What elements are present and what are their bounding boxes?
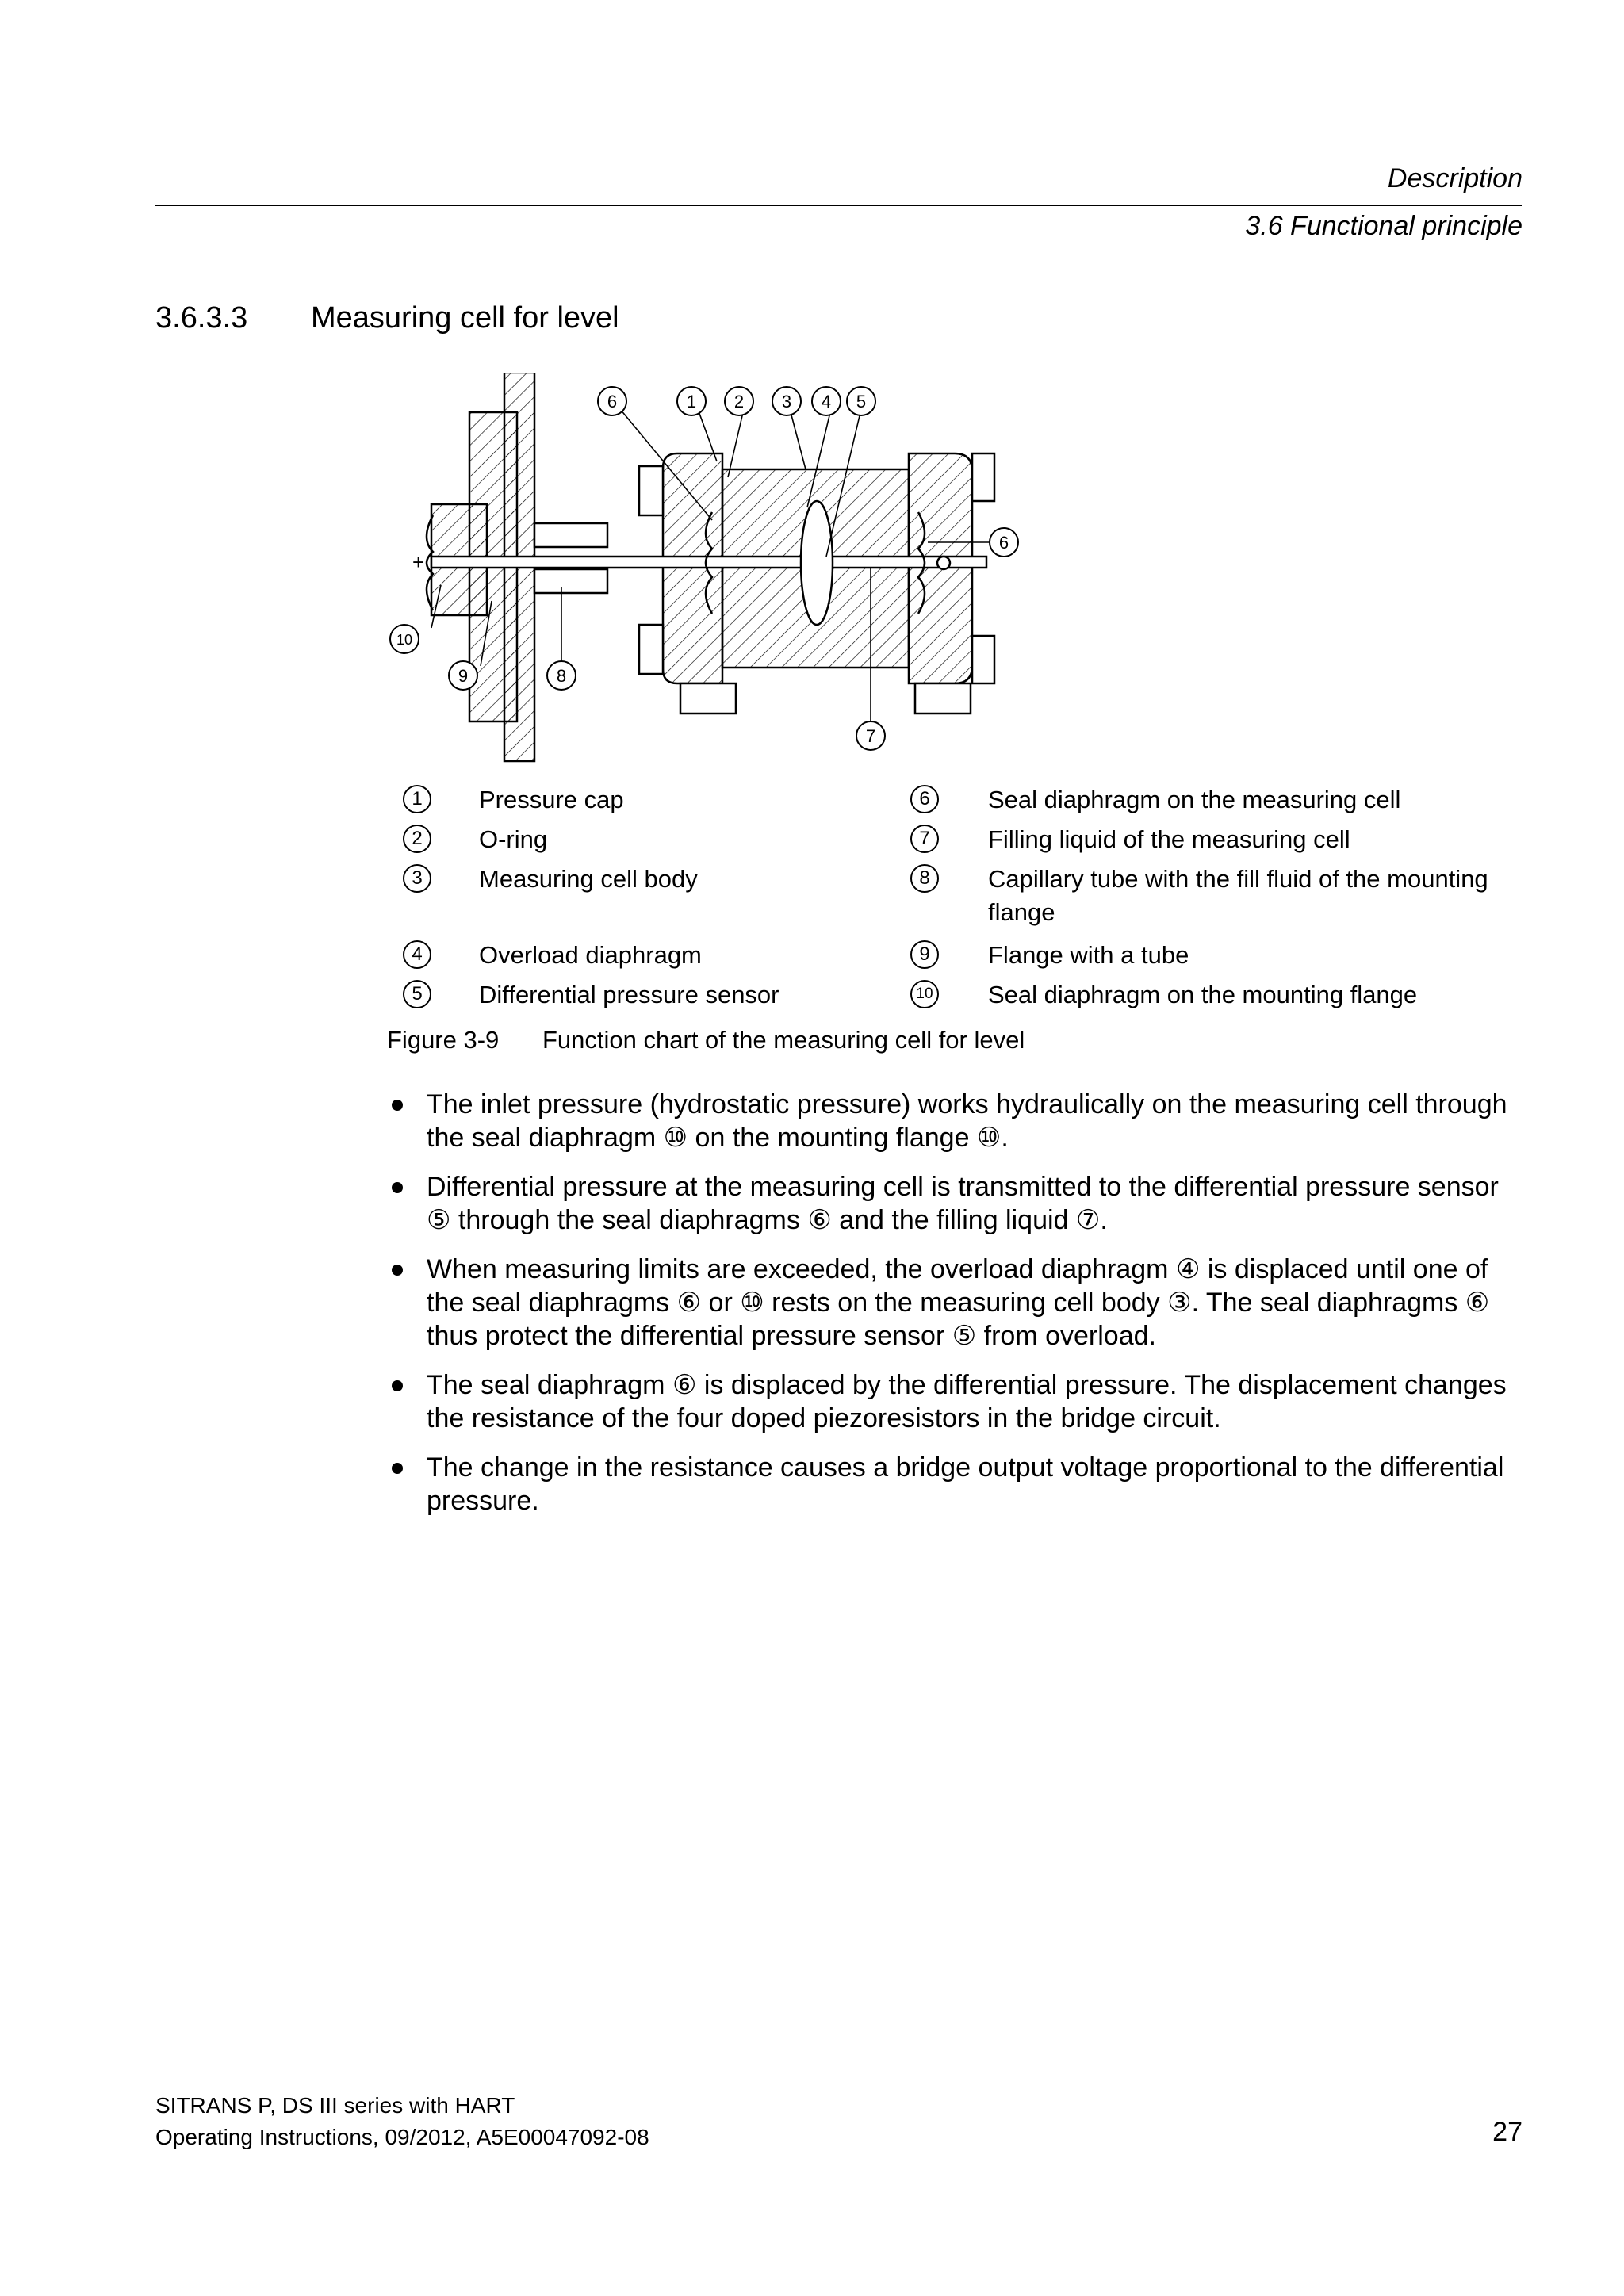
bullet-text: The change in the resistance causes a bridge output voltage proportional to the differential pressure.: [427, 1452, 1504, 1516]
bullet-text: Differential pressure at the measuring cell is transmitted to the differential pressure sensor ⑤ through the seal diaphragms ⑥ and the filling liquid ⑦.: [427, 1172, 1499, 1235]
section-title: Measuring cell for level: [311, 301, 619, 335]
svg-text:4: 4: [821, 392, 832, 411]
bullet-text: When measuring limits are exceeded, the overload diaphragm ④ is displaced until one of the seal diaphragms ⑥ or ⑩ rests on the measuring cell body ③. The seal diaphragms ⑥ thus protect the differential pressure sensor ⑤ from overload.: [427, 1254, 1490, 1351]
svg-text:8: 8: [556, 666, 567, 686]
header-section: Description: [1387, 163, 1522, 193]
legend-text-10: Seal diaphragm on the mounting flange: [988, 981, 1418, 1008]
svg-text:6: 6: [998, 533, 1009, 553]
legend-num-9: 9: [910, 940, 939, 969]
bullet-item: [387, 1253, 1529, 1353]
section-number: 3.6.3.3: [155, 301, 248, 335]
legend-num-7: 7: [910, 825, 939, 853]
callout-2: [725, 387, 753, 415]
footer-product: SITRANS P, DS III series with HART: [155, 2093, 515, 2118]
header-subsection: 3.6 Functional principle: [1245, 211, 1522, 241]
bullet-item: [387, 1088, 1529, 1154]
legend-text-8: Capillary tube with the fill fluid of the mounting flange: [988, 865, 1488, 926]
bullet-item: [387, 1451, 1529, 1517]
bullet-icon: [392, 1265, 403, 1276]
bullet-icon: [392, 1182, 403, 1193]
bullet-item: [387, 1170, 1529, 1237]
svg-text:2: 2: [733, 392, 745, 411]
svg-text:7: 7: [865, 726, 876, 746]
legend-num-2: 2: [403, 825, 431, 853]
svg-text:9: 9: [458, 666, 469, 686]
bullet-icon: [392, 1100, 403, 1111]
callout-3: [772, 387, 801, 415]
legend-num-4: 4: [403, 940, 431, 969]
callout-9: [449, 661, 477, 690]
legend-num-6: 6: [910, 785, 939, 813]
legend-text-4: Overload diaphragm: [479, 941, 702, 969]
bullet-icon: [392, 1380, 403, 1391]
svg-text:6: 6: [607, 392, 618, 411]
legend-text-1: Pressure cap: [479, 786, 624, 813]
callout-7: [856, 721, 885, 750]
measuring-cell-diagram: [385, 373, 1051, 777]
plus-sign: +: [412, 550, 425, 574]
callout-8: [547, 661, 576, 690]
svg-text:5: 5: [856, 392, 867, 411]
bullet-list: [387, 1088, 1529, 1533]
bullet-item: [387, 1368, 1529, 1435]
legend-num-1: 1: [403, 785, 431, 813]
callout-4: [812, 387, 841, 415]
legend-num-10: 10: [910, 980, 939, 1008]
svg-text:10: 10: [396, 632, 413, 648]
bullet-text: The seal diaphragm ⑥ is displaced by the differential pressure. The displacement changes the resistance of the four doped piezoresistors in the bridge circuit.: [427, 1370, 1507, 1433]
legend-num-8: 8: [910, 864, 939, 893]
legend-text-9: Flange with a tube: [988, 941, 1189, 969]
callout-6-right: [990, 528, 1018, 557]
svg-text:3: 3: [781, 392, 792, 411]
legend-text-3: Measuring cell body: [479, 865, 698, 893]
callout-1: [677, 387, 706, 415]
legend-num-5: 5: [403, 980, 431, 1008]
bullet-icon: [392, 1463, 403, 1474]
svg-text:1: 1: [686, 392, 697, 411]
legend-text-7: Filling liquid of the measuring cell: [988, 825, 1350, 853]
legend-text-5: Differential pressure sensor: [479, 981, 779, 1008]
footer-document-info: Operating Instructions, 09/2012, A5E00047092-08: [155, 2125, 649, 2149]
legend-text-2: O-ring: [479, 825, 548, 853]
callout-6-top: [598, 387, 626, 415]
page-number: 27: [1492, 2117, 1522, 2147]
bullet-text: The inlet pressure (hydrostatic pressure) works hydraulically on the measuring cell through the seal diaphragm ⑩ on the mounting flange ⑩.: [427, 1089, 1507, 1153]
header-rule: [155, 205, 1522, 206]
callout-5: [847, 387, 875, 415]
figure-caption-text: Function chart of the measuring cell for level: [542, 1026, 1025, 1054]
figure-caption-number: Figure 3-9: [387, 1026, 500, 1054]
legend-num-3: 3: [403, 864, 431, 893]
callout-10: [390, 625, 419, 653]
legend-text-6: Seal diaphragm on the measuring cell: [988, 786, 1401, 813]
